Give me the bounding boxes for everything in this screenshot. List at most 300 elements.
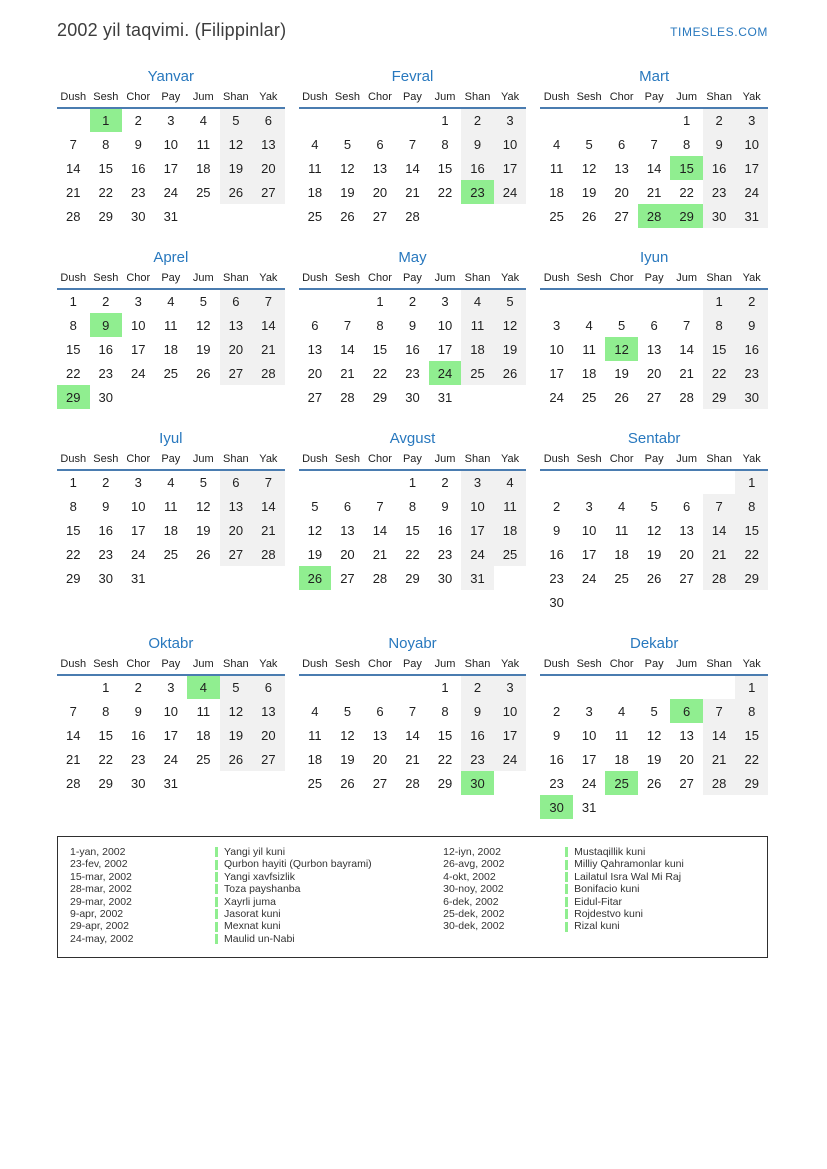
date-cell: 21 — [66, 751, 81, 767]
date-cell: 1 — [376, 294, 384, 309]
weekday-header: Shan — [461, 272, 494, 289]
date-cell — [155, 566, 188, 590]
date-cell: 22 — [703, 361, 736, 385]
date-cell: 24 — [581, 775, 597, 791]
date-cell — [638, 289, 671, 313]
date-cell: 22 — [437, 184, 453, 200]
weekday-header: Jum — [187, 658, 220, 675]
date-cell: 29 — [670, 204, 703, 228]
date-cell: 31 — [581, 799, 597, 815]
legend-date: 6-dek, 2002 — [443, 895, 499, 908]
date-cell: 19 — [196, 341, 211, 357]
date-cell: 4 — [618, 498, 626, 514]
weekday-header: Yak — [494, 658, 527, 675]
date-cell: 9 — [102, 498, 110, 514]
date-cell: 1 — [69, 475, 77, 490]
date-cell: 21 — [340, 365, 355, 381]
date-cell: 9 — [441, 498, 449, 514]
date-cell: 29 — [98, 775, 113, 791]
date-cell — [122, 385, 155, 409]
date-cell: 6 — [252, 108, 285, 132]
date-cell: 26 — [196, 365, 211, 381]
date-cell: 30 — [437, 570, 453, 586]
date-cell: 27 — [252, 747, 285, 771]
date-cell: 6 — [650, 317, 658, 333]
date-cell: 12 — [581, 160, 597, 176]
date-cell: 22 — [735, 747, 768, 771]
date-cell: 25 — [307, 775, 323, 791]
date-cell — [638, 470, 671, 494]
date-cell: 30 — [461, 771, 494, 795]
legend-item — [70, 908, 443, 920]
weekday-header: Shan — [703, 658, 736, 675]
date-cell: 9 — [461, 132, 494, 156]
date-cell: 11 — [308, 727, 322, 743]
date-cell: 20 — [252, 156, 285, 180]
weekday-header: Jum — [429, 453, 462, 470]
date-cell: 21 — [646, 184, 662, 200]
date-cell — [364, 470, 397, 494]
date-cell: 19 — [581, 184, 597, 200]
date-cell — [605, 590, 638, 614]
date-cell: 9 — [134, 703, 142, 719]
weekday-header: Sesh — [90, 453, 123, 470]
month-title: Dekabr — [629, 635, 679, 652]
weekday-header: Shan — [220, 453, 253, 470]
date-cell: 25 — [581, 389, 597, 405]
legend-column — [70, 846, 443, 945]
weekday-header: Chor — [364, 453, 397, 470]
date-cell: 11 — [461, 313, 494, 337]
weekday-header: Shan — [461, 658, 494, 675]
date-cell: 29 — [735, 566, 768, 590]
date-cell: 10 — [461, 494, 494, 518]
date-cell: 30 — [735, 385, 768, 409]
date-cell: 16 — [131, 727, 146, 743]
date-cell: 15 — [98, 160, 113, 176]
holiday-marker-bar — [215, 922, 218, 932]
date-cell: 18 — [581, 365, 597, 381]
weekday-header: Jum — [187, 453, 220, 470]
date-cell: 24 — [429, 361, 462, 385]
weekday-header: Shan — [220, 91, 253, 108]
date-cell: 11 — [582, 341, 596, 357]
date-cell: 10 — [494, 132, 527, 156]
date-cell: 12 — [340, 727, 355, 743]
holiday-marker-bar — [215, 884, 218, 894]
date-cell: 28 — [252, 542, 285, 566]
date-cell: 11 — [549, 160, 564, 176]
date-cell — [638, 590, 671, 614]
date-cell: 27 — [340, 570, 355, 586]
date-cell — [299, 470, 332, 494]
weekday-header: Dush — [57, 453, 90, 470]
date-cell: 6 — [252, 675, 285, 699]
date-cell: 23 — [703, 180, 736, 204]
date-cell: 23 — [131, 184, 146, 200]
date-cell: 22 — [735, 542, 768, 566]
date-cell: 24 — [461, 542, 494, 566]
date-cell — [396, 675, 429, 699]
date-cell: 29 — [437, 775, 453, 791]
month-table — [540, 658, 768, 819]
date-cell — [605, 470, 638, 494]
date-cell: 19 — [307, 546, 323, 562]
page-title: 2002 yil taqvimi. (Filippinlar) — [57, 20, 287, 40]
date-cell: 7 — [703, 699, 736, 723]
date-cell: 9 — [408, 317, 417, 333]
date-cell: 19 — [340, 184, 355, 200]
date-cell: 6 — [343, 498, 352, 514]
legend-date: 1-yan, 2002 — [70, 846, 126, 858]
date-cell: 14 — [66, 160, 81, 176]
date-cell: 15 — [735, 723, 768, 747]
date-cell: 18 — [163, 341, 179, 357]
month-avgust — [299, 430, 527, 590]
holiday-marker-bar — [565, 860, 568, 870]
date-cell — [670, 675, 703, 699]
month-iyul — [57, 430, 285, 590]
weekday-header: Sesh — [331, 272, 364, 289]
date-cell: 15 — [703, 337, 736, 361]
date-cell: 24 — [131, 546, 146, 562]
weekday-header: Dush — [540, 91, 573, 108]
weekday-header: Pay — [155, 272, 188, 289]
month-oktabr — [57, 635, 285, 795]
legend-date: 24-may, 2002 — [70, 932, 134, 945]
date-cell: 6 — [670, 699, 703, 723]
weekday-header: Sesh — [331, 91, 364, 108]
month-title: Mart — [639, 68, 670, 85]
weekday-header: Chor — [605, 272, 638, 289]
date-cell: 26 — [196, 546, 211, 562]
date-cell: 30 — [98, 570, 113, 586]
date-cell — [57, 108, 90, 132]
date-cell: 20 — [372, 184, 388, 200]
weekday-header: Chor — [605, 453, 638, 470]
date-cell: 2 — [552, 498, 561, 514]
month-table — [299, 272, 527, 409]
weekday-header: Yak — [494, 453, 527, 470]
date-cell: 31 — [163, 775, 179, 791]
date-cell: 4 — [552, 136, 561, 152]
date-cell: 2 — [441, 475, 449, 490]
weekday-header: Pay — [638, 272, 671, 289]
date-cell: 30 — [98, 389, 113, 405]
date-cell — [252, 204, 285, 228]
holiday-marker-bar — [215, 897, 218, 907]
date-cell: 8 — [102, 703, 110, 719]
date-cell — [605, 675, 638, 699]
month-table — [540, 91, 768, 228]
legend-label: Mexnat kuni — [224, 920, 281, 933]
month-table — [299, 658, 527, 795]
weekday-header: Jum — [670, 91, 703, 108]
date-cell: 13 — [646, 341, 662, 357]
date-cell — [703, 470, 736, 494]
page-header — [57, 20, 768, 41]
weekday-header: Dush — [57, 272, 90, 289]
date-cell: 24 — [494, 180, 527, 204]
date-cell: 18 — [461, 337, 494, 361]
date-cell — [605, 795, 638, 819]
date-cell: 14 — [252, 313, 285, 337]
date-cell: 18 — [307, 751, 323, 767]
date-cell: 10 — [163, 703, 179, 719]
date-cell: 13 — [679, 727, 694, 743]
weekday-header: Yak — [735, 453, 768, 470]
date-cell — [573, 470, 606, 494]
month-table — [299, 453, 527, 590]
date-cell: 3 — [585, 703, 593, 719]
date-cell: 26 — [581, 208, 597, 224]
date-cell: 10 — [437, 317, 453, 333]
date-cell — [252, 385, 285, 409]
date-cell: 26 — [220, 180, 253, 204]
date-cell: 23 — [437, 546, 453, 562]
weekday-header: Chor — [364, 272, 397, 289]
date-cell: 19 — [340, 751, 355, 767]
weekday-header: Pay — [638, 658, 671, 675]
legend-item — [70, 933, 443, 945]
date-cell: 3 — [134, 294, 142, 309]
weekday-header: Jum — [670, 453, 703, 470]
weekday-header: Yak — [252, 91, 285, 108]
date-cell — [573, 108, 606, 132]
legend-label: Mustaqillik kuni — [574, 846, 646, 858]
date-cell: 2 — [703, 108, 736, 132]
date-cell: 2 — [102, 294, 110, 309]
date-cell: 28 — [252, 361, 285, 385]
date-cell: 23 — [549, 570, 564, 586]
date-cell: 31 — [437, 389, 453, 405]
date-cell: 8 — [376, 317, 384, 333]
date-cell — [364, 108, 397, 132]
weekday-header: Dush — [299, 91, 332, 108]
date-cell: 29 — [98, 208, 113, 224]
legend-item — [443, 858, 761, 870]
date-cell: 14 — [340, 341, 355, 357]
date-cell — [220, 385, 253, 409]
date-cell: 20 — [679, 751, 694, 767]
date-cell: 21 — [405, 751, 420, 767]
date-cell: 9 — [552, 522, 561, 538]
date-cell: 20 — [252, 723, 285, 747]
date-cell: 22 — [405, 546, 420, 562]
date-cell: 13 — [220, 494, 253, 518]
date-cell: 13 — [372, 160, 388, 176]
legend-date: 26-avg, 2002 — [443, 858, 505, 871]
date-cell: 8 — [69, 317, 77, 333]
date-cell: 6 — [376, 136, 384, 152]
date-cell: 29 — [66, 570, 81, 586]
date-cell: 1 — [703, 289, 736, 313]
date-cell: 25 — [549, 208, 564, 224]
date-cell: 1 — [90, 108, 123, 132]
date-cell: 11 — [164, 498, 178, 514]
holiday-marker-bar — [215, 872, 218, 882]
date-cell: 14 — [646, 160, 662, 176]
date-cell: 23 — [735, 361, 768, 385]
date-cell: 20 — [307, 365, 323, 381]
date-cell: 14 — [703, 518, 736, 542]
month-table — [57, 91, 285, 228]
weekday-header: Pay — [155, 453, 188, 470]
date-cell: 28 — [679, 389, 694, 405]
date-cell: 14 — [405, 160, 420, 176]
date-cell: 30 — [131, 208, 146, 224]
holiday-marker-bar — [215, 860, 218, 870]
months-grid — [57, 68, 768, 819]
date-cell: 22 — [66, 365, 81, 381]
date-cell — [220, 771, 253, 795]
date-cell: 6 — [376, 703, 384, 719]
date-cell: 18 — [494, 518, 527, 542]
weekday-header: Pay — [396, 91, 429, 108]
date-cell: 24 — [131, 365, 146, 381]
date-cell: 23 — [461, 180, 494, 204]
date-cell: 19 — [646, 546, 662, 562]
legend-date: 28-mar, 2002 — [70, 883, 132, 896]
date-cell: 2 — [408, 294, 417, 309]
date-cell: 22 — [66, 546, 81, 562]
legend-date: 30-dek, 2002 — [443, 920, 505, 933]
date-cell: 14 — [372, 522, 388, 538]
date-cell: 23 — [98, 365, 113, 381]
date-cell: 22 — [679, 184, 694, 200]
date-cell — [540, 675, 573, 699]
date-cell — [670, 289, 703, 313]
month-table — [57, 272, 285, 409]
date-cell — [396, 108, 429, 132]
date-cell: 27 — [372, 208, 388, 224]
date-cell: 15 — [98, 727, 113, 743]
month-sentabr — [540, 430, 768, 614]
weekday-header: Pay — [155, 658, 188, 675]
date-cell: 27 — [252, 180, 285, 204]
date-cell: 30 — [131, 775, 146, 791]
date-cell: 5 — [199, 294, 207, 309]
date-cell: 1 — [102, 680, 110, 695]
date-cell — [494, 771, 527, 795]
date-cell: 5 — [585, 136, 593, 152]
date-cell: 18 — [307, 184, 323, 200]
date-cell: 12 — [220, 699, 253, 723]
date-cell: 21 — [372, 546, 388, 562]
date-cell — [494, 566, 527, 590]
date-cell: 13 — [679, 522, 694, 538]
date-cell: 17 — [461, 518, 494, 542]
weekday-header: Jum — [670, 272, 703, 289]
legend-label: Yangi yil kuni — [224, 846, 286, 858]
date-cell: 25 — [605, 771, 638, 795]
date-cell: 20 — [220, 337, 253, 361]
date-cell — [57, 675, 90, 699]
date-cell: 16 — [98, 522, 113, 538]
date-cell: 26 — [299, 566, 332, 590]
legend-date: 9-apr, 2002 — [70, 908, 124, 921]
date-cell: 5 — [311, 498, 319, 514]
date-cell: 26 — [646, 570, 662, 586]
date-cell: 10 — [735, 132, 768, 156]
month-table — [299, 91, 527, 228]
date-cell: 5 — [220, 675, 253, 699]
date-cell: 5 — [650, 703, 658, 719]
date-cell: 15 — [405, 522, 420, 538]
date-cell: 19 — [494, 337, 527, 361]
weekday-header: Chor — [122, 91, 155, 108]
holiday-marker-bar — [565, 884, 568, 894]
date-cell: 27 — [679, 570, 694, 586]
date-cell: 19 — [646, 751, 662, 767]
date-cell: 13 — [220, 313, 253, 337]
date-cell: 31 — [735, 204, 768, 228]
date-cell: 15 — [372, 341, 388, 357]
date-cell: 9 — [461, 699, 494, 723]
date-cell: 14 — [252, 494, 285, 518]
date-cell — [494, 385, 527, 409]
weekday-header: Shan — [703, 91, 736, 108]
date-cell — [735, 795, 768, 819]
date-cell: 29 — [735, 771, 768, 795]
weekday-header: Dush — [299, 658, 332, 675]
legend-item — [443, 908, 761, 920]
date-cell: 24 — [549, 389, 564, 405]
weekday-header: Dush — [57, 658, 90, 675]
date-cell — [735, 590, 768, 614]
holiday-marker-bar — [565, 922, 568, 932]
weekday-header: Yak — [252, 658, 285, 675]
weekday-header: Jum — [670, 658, 703, 675]
date-cell: 6 — [220, 289, 253, 313]
date-cell — [364, 675, 397, 699]
holiday-marker-bar — [215, 934, 218, 944]
weekday-header: Sesh — [573, 453, 606, 470]
date-cell: 26 — [340, 208, 355, 224]
date-cell — [429, 204, 462, 228]
date-cell: 23 — [131, 751, 146, 767]
month-table — [540, 272, 768, 409]
date-cell: 18 — [549, 184, 564, 200]
date-cell: 18 — [196, 160, 211, 176]
date-cell: 17 — [131, 341, 146, 357]
date-cell: 16 — [549, 546, 564, 562]
date-cell: 16 — [437, 522, 453, 538]
brand-link[interactable]: TIMESLES.COM — [670, 25, 768, 39]
date-cell: 25 — [461, 361, 494, 385]
date-cell: 14 — [405, 727, 420, 743]
date-cell: 20 — [372, 751, 388, 767]
date-cell: 11 — [196, 136, 211, 152]
date-cell: 7 — [252, 470, 285, 494]
weekday-header: Pay — [396, 272, 429, 289]
date-cell: 4 — [494, 470, 527, 494]
weekday-header: Dush — [540, 272, 573, 289]
weekday-header: Sesh — [331, 658, 364, 675]
holiday-marker-bar — [565, 847, 568, 857]
date-cell: 30 — [405, 389, 420, 405]
legend-date: 25-dek, 2002 — [443, 908, 505, 921]
legend-item — [70, 883, 443, 895]
date-cell: 25 — [196, 184, 211, 200]
date-cell: 4 — [167, 294, 175, 309]
date-cell: 31 — [163, 208, 179, 224]
legend-label: Xayrli juma — [224, 895, 276, 908]
date-cell — [187, 385, 220, 409]
date-cell — [331, 289, 364, 313]
date-cell: 7 — [252, 289, 285, 313]
date-cell: 5 — [343, 703, 352, 719]
